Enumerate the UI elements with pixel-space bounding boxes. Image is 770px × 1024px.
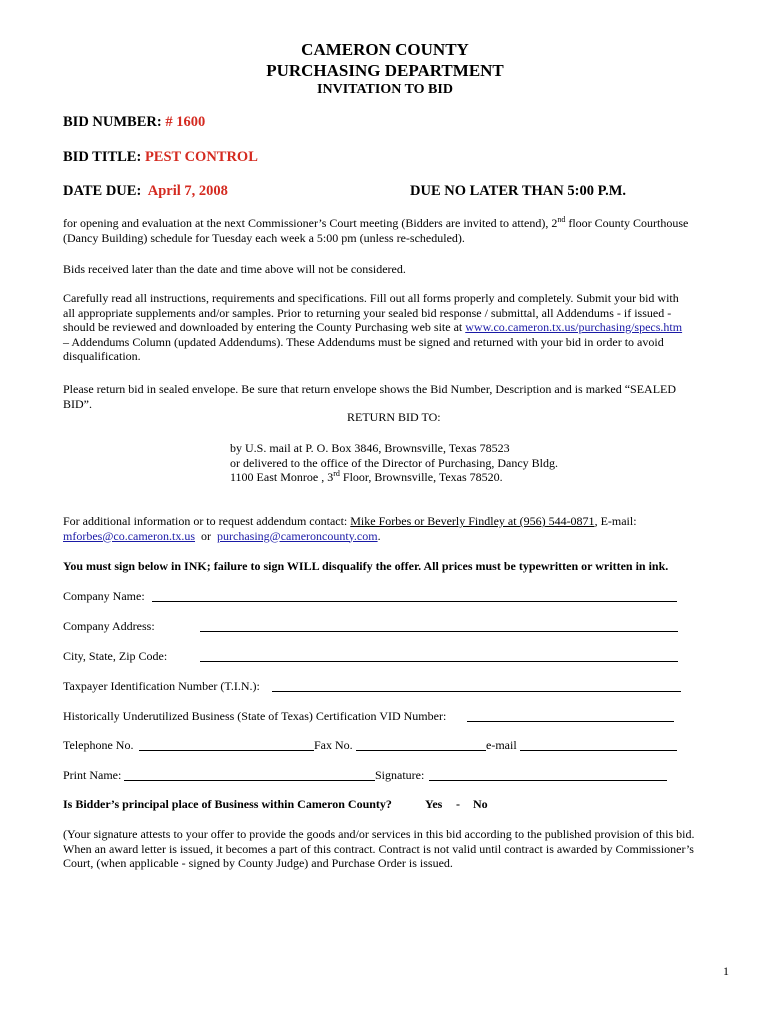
return-address-block: [230, 441, 558, 485]
date-due-row: [63, 183, 228, 200]
print-name-label: Print Name:: [63, 768, 122, 782]
fax-label: Fax No.: [314, 738, 353, 752]
instructions-line-5: disqualification.: [63, 349, 141, 363]
email-end: .: [377, 528, 381, 543]
doc-type-heading: INVITATION TO BID: [317, 82, 453, 97]
instructions-line-4: – Addendums Column (updated Addendums). These Addendums must be signed and returned with your bid in order to avoid: [63, 334, 664, 349]
signature-label: Signature:: [375, 768, 425, 782]
signature-attestation-paragraph: [63, 827, 733, 871]
late-bids-text: Bids received later than the date and time above will not be considered.: [63, 262, 406, 276]
instructions-line-2: all appropriate supplements and/or samples. Prior to returning your sealed bid response / submittal, all Addendums - if issued -: [63, 305, 672, 320]
bid-number-value: # 1600: [165, 114, 206, 130]
email-link-purchasing[interactable]: purchasing@cameroncounty.com: [217, 528, 378, 543]
contact-text: For additional information or to request addendum contact:: [63, 514, 351, 528]
bid-title-row: [63, 149, 258, 166]
signature-field[interactable]: [429, 780, 667, 781]
tin-label: Taxpayer Identification Number (T.I.N.):: [63, 679, 260, 693]
bid-number-label: BID NUMBER:: [63, 114, 162, 130]
company-name-label: Company Name:: [63, 589, 145, 603]
opening-sup: nd: [557, 215, 566, 224]
date-due-label: DATE DUE:: [63, 183, 142, 199]
page-number: 1: [723, 964, 729, 978]
city-state-zip-field[interactable]: [200, 661, 678, 662]
hub-label: Historically Underutilized Business (State of Texas) Certification VID Number:: [63, 709, 447, 723]
delivered-line: or delivered to the office of the Director of Purchasing, Dancy Bldg.: [230, 455, 559, 470]
attestation-line-3: Court, (when applicable - signed by County Judge) and Purchase Order is issued.: [63, 856, 453, 870]
date-due-value: April 7, 2008: [147, 183, 228, 199]
envelope-line-1: Please return bid in sealed envelope. Be sure that return envelope shows the Bid Number, Description and is marked “SEALED: [63, 382, 677, 396]
telephone-field[interactable]: [139, 750, 314, 751]
opening-text-1b: floor County Courthouse: [565, 216, 689, 230]
bid-number-row: [63, 114, 205, 131]
department-heading: PURCHASING DEPARTMENT: [266, 61, 504, 80]
opening-text-2: (Dancy Building) schedule for Tuesday each week a 5:00 pm (unless re-scheduled).: [63, 230, 465, 245]
telephone-label: Telephone No.: [63, 738, 134, 752]
no-option[interactable]: No: [473, 797, 488, 811]
company-name-field[interactable]: [152, 601, 677, 602]
yes-no-separator: -: [456, 797, 460, 811]
contact-names: Mike Forbes or Beverly Findley at (956) 544-0871: [350, 514, 595, 528]
bid-title-label: BID TITLE:: [63, 149, 142, 165]
opening-paragraph: [63, 216, 733, 245]
email-label: e-mail: [486, 738, 517, 752]
email-link-forbes[interactable]: mforbes@co.cameron.tx.us: [63, 528, 196, 543]
email-or: or: [195, 528, 218, 543]
sign-warning: You must sign below in INK; failure to sign WILL disqualify the offer. All prices must be typewritten or written in ink.: [63, 559, 669, 573]
hub-vid-field[interactable]: [467, 721, 674, 722]
attestation-line-1: (Your signature attests to your offer to provide the goods and/or services in this bid according to the published provision of this bid.: [63, 827, 695, 841]
tin-field[interactable]: [272, 691, 681, 692]
yes-option[interactable]: Yes: [425, 797, 443, 811]
mail-line: by U.S. mail at P. O. Box 3846, Brownsville, Texas 78523: [230, 441, 510, 455]
envelope-paragraph: [63, 382, 733, 411]
address-line-a: 1100 East Monroe , 3: [230, 470, 334, 484]
city-state-zip-label: City, State, Zip Code:: [63, 649, 168, 663]
print-name-field[interactable]: [124, 780, 375, 781]
contact-email-label: , E-mail:: [594, 514, 637, 528]
bid-title-value: PEST CONTROL: [144, 149, 258, 165]
due-time: DUE NO LATER THAN 5:00 P.M.: [410, 183, 627, 199]
address-sup: rd: [333, 469, 340, 478]
company-address-label: Company Address:: [63, 619, 155, 633]
email-field[interactable]: [520, 750, 677, 751]
instructions-paragraph: [63, 291, 733, 364]
company-address-field[interactable]: [200, 631, 678, 632]
return-bid-heading: RETURN BID TO:: [347, 410, 441, 424]
opening-text-1: for opening and evaluation at the next Commissioner’s Court meeting (Bidders are invited to attend), 2: [63, 216, 558, 230]
attestation-line-2: When an award letter is issued, it becomes a part of this contract. Contract is not valid until contract is awarded by Commissioner’s: [63, 841, 694, 856]
fax-field[interactable]: [356, 750, 486, 751]
question-text: Is Bidder’s principal place of Business within Cameron County?: [63, 797, 392, 811]
address-line-b: Floor, Brownsville, Texas 78520.: [339, 470, 503, 484]
instructions-line-3: should be reviewed and downloaded by entering the County Purchasing web site at: [63, 320, 466, 334]
contact-paragraph: [63, 514, 733, 543]
instructions-line-1: Carefully read all instructions, requirements and specifications. Fill out all forms properly and completely. Submit your bid with: [63, 291, 679, 305]
specs-link[interactable]: www.co.cameron.tx.us/purchasing/specs.htm: [465, 320, 683, 334]
principal-place-question: [63, 797, 392, 812]
envelope-line-2: BID”.: [63, 396, 92, 411]
county-heading: CAMERON COUNTY: [301, 40, 469, 59]
